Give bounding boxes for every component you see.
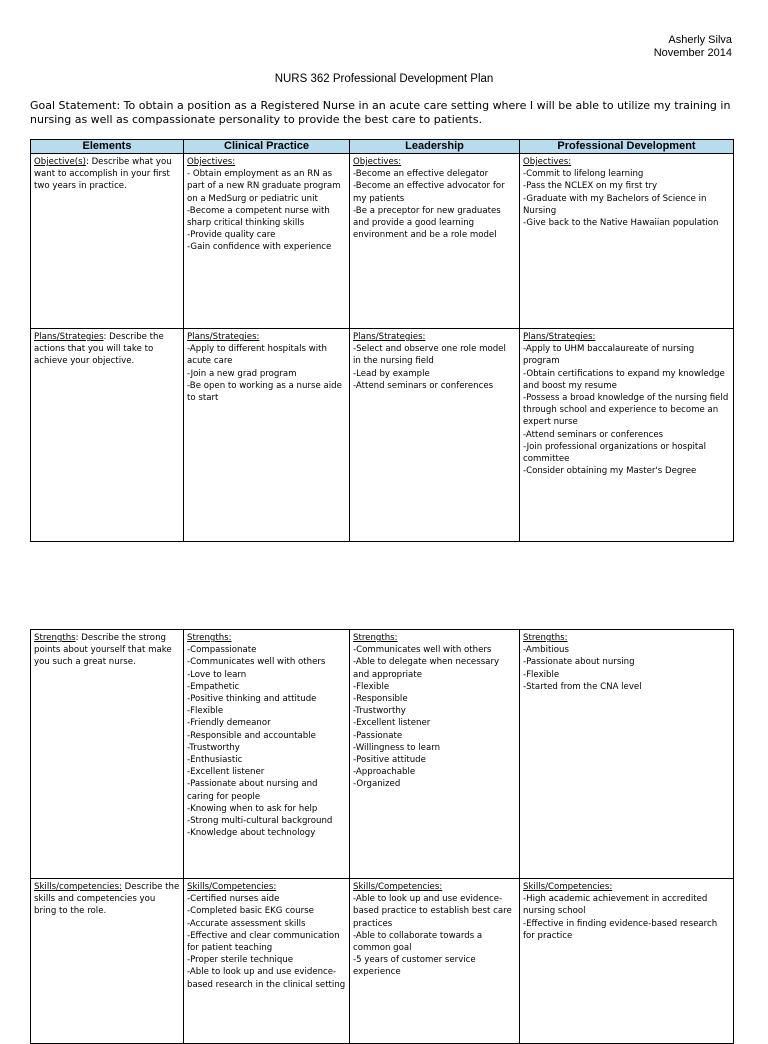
list-item: -Ambitious xyxy=(523,645,569,656)
plans-professional-cell xyxy=(520,329,734,542)
list-item: -Become an effective advocator for my patients xyxy=(353,181,505,204)
list-item: -Completed basic EKG course xyxy=(187,906,314,917)
list-item: -Approachable xyxy=(353,767,416,778)
goal-statement xyxy=(30,99,738,127)
strengths-row xyxy=(31,630,734,879)
list-item: -Attend seminars or conferences xyxy=(353,380,494,391)
list-item: -Consider obtaining my Master's Degree xyxy=(523,466,697,477)
list-item: -Give back to the Native Hawaiian population xyxy=(523,218,719,229)
strengths-clinical-cell xyxy=(184,630,350,879)
plan-table-top xyxy=(30,139,734,542)
skills-clinical-cell xyxy=(184,879,350,1044)
list-item: -Excellent listener xyxy=(353,718,431,729)
list-item: -Passionate about nursing and caring for people xyxy=(187,779,318,802)
list-item: -Willingness to learn xyxy=(353,742,441,753)
column-header-professional: Professional Development xyxy=(520,140,734,154)
cell-heading: Objectives: xyxy=(523,157,572,167)
skills-label: Skills/competencies: xyxy=(34,882,122,892)
list-item: -Gain confidence with experience xyxy=(187,242,332,253)
list-item: -Compassionate xyxy=(187,645,257,656)
list-item: -Trustworthy xyxy=(353,706,406,717)
list-item: -Be a preceptor for new graduates and provide a good learning environment and be a role model xyxy=(353,205,501,241)
cell-heading: Plans/Strategies: xyxy=(187,332,260,342)
list-item: -Join a new grad program xyxy=(187,368,297,379)
list-item: -Select and observe one role model in the nursing field xyxy=(353,344,506,367)
list-item: -Graduate with my Bachelors of Science in Nursing xyxy=(523,193,707,216)
list-item: -Effective in finding evidence-based research for practice xyxy=(523,918,718,941)
list-item: - Obtain employment as an RN as part of a new RN graduate program on a MedSurg or pediatric unit xyxy=(187,169,341,204)
list-item: -Join professional organizations or hospital committee xyxy=(523,441,706,465)
objectives-professional-cell xyxy=(520,154,734,329)
list-item: -Possess a broad knowledge of the nursing field through school and experience to become an expert nurse xyxy=(523,393,729,428)
list-item: -Be open to working as a nurse aide to start xyxy=(187,380,342,404)
column-header-elements: Elements xyxy=(31,140,184,154)
strengths-leadership-cell xyxy=(350,630,520,879)
column-header-leadership: Leadership xyxy=(350,140,520,154)
objectives-clinical-cell xyxy=(184,154,350,329)
column-header-clinical: Clinical Practice xyxy=(184,140,350,154)
list-item: -Certified nurses aide xyxy=(187,894,280,905)
cell-heading: Objectives: xyxy=(187,157,236,167)
list-item: -Become an effective delegator xyxy=(353,169,489,180)
list-item: -Accurate assessment skills xyxy=(187,918,306,929)
plans-leadership-cell xyxy=(350,329,520,542)
cell-heading: Strengths: xyxy=(353,633,398,643)
list-item: -Enthusiastic xyxy=(187,755,243,766)
list-item: -Friendly demeanor xyxy=(187,718,271,729)
list-item: -Flexible xyxy=(523,669,560,680)
goal-text: : To obtain a position as a Registered Nurse in an acute care setting where I will be able to utilize my training in nursing as well as compassionate personality to provide the best care to patients. xyxy=(30,99,731,126)
plans-element-cell xyxy=(31,329,184,542)
cell-heading: Strengths: xyxy=(523,633,568,643)
list-item: -Provide quality care xyxy=(187,230,276,241)
objectives-label: Objective(s) xyxy=(34,157,86,167)
list-item: -Love to learn xyxy=(187,669,247,680)
cell-heading: Objectives: xyxy=(353,157,402,167)
strengths-professional-cell xyxy=(520,630,734,879)
strengths-label: Strengths xyxy=(34,633,76,643)
skills-element-cell xyxy=(31,879,184,1044)
list-item: -Responsible and accountable xyxy=(187,730,316,741)
skills-desc: Describe the skills and competencies you bring to the role. xyxy=(34,882,180,917)
list-item: -Proper sterile technique xyxy=(187,955,294,966)
column-header-row xyxy=(31,140,734,154)
list-item: -Organized xyxy=(353,779,401,790)
strengths-element-cell xyxy=(31,630,184,879)
list-item: -High academic achievement in accredited nursing school xyxy=(523,894,708,917)
list-item: -Able to look up and use evidence-based research in the clinical setting xyxy=(187,967,346,990)
objectives-desc: : Describe what you want to accomplish in your first two years in practice. xyxy=(34,157,172,192)
cell-heading: Skills/Competencies: xyxy=(187,882,277,892)
list-item: -Positive thinking and attitude xyxy=(187,694,317,705)
objectives-leadership-cell xyxy=(350,154,520,329)
list-item: -Knowledge about technology xyxy=(187,828,316,839)
list-item: -Responsible xyxy=(353,694,408,705)
list-item: -Effective and clear communication for patient teaching xyxy=(187,930,340,954)
list-item: -Positive attitude xyxy=(353,755,426,766)
strengths-desc: : Describe the strong points about yourself that make you such a great nurse. xyxy=(34,633,172,668)
skills-row xyxy=(31,879,734,1044)
list-item: -Flexible xyxy=(353,681,390,692)
list-item: -Started from the CNA level xyxy=(523,681,642,692)
list-item: -Attend seminars or conferences xyxy=(523,429,664,440)
list-item: -Able to collaborate towards a common goal xyxy=(353,930,483,954)
cell-heading: Strengths: xyxy=(187,633,232,643)
list-item: -Passionate xyxy=(353,730,403,741)
list-item: -Commit to lifelong learning xyxy=(523,169,644,180)
list-item: -5 years of customer service experience xyxy=(353,955,476,978)
objectives-element-cell xyxy=(31,154,184,329)
cell-heading: Plans/Strategies: xyxy=(353,332,426,342)
list-item: -Obtain certifications to expand my knowledge and boost my resume xyxy=(523,368,725,391)
list-item: -Knowing when to ask for help xyxy=(187,803,318,814)
list-item: -Empathetic xyxy=(187,681,240,692)
cell-heading: Skills/Competencies: xyxy=(353,882,443,892)
plan-table-bottom xyxy=(30,629,734,1044)
list-item: -Pass the NCLEX on my first try xyxy=(523,181,658,192)
cell-heading: Plans/Strategies: xyxy=(523,332,596,342)
list-item: -Flexible xyxy=(187,706,224,717)
list-item: -Apply to different hospitals with acute care xyxy=(187,344,327,367)
goal-label: Goal Statement xyxy=(30,99,117,112)
author-block xyxy=(654,34,732,60)
list-item: -Communicates well with others xyxy=(187,657,326,668)
objectives-row xyxy=(31,154,734,329)
cell-heading: Skills/Competencies: xyxy=(523,882,613,892)
document-date: November 2014 xyxy=(653,47,732,59)
list-item: -Strong multi-cultural background xyxy=(187,816,333,827)
skills-professional-cell xyxy=(520,879,734,1044)
list-item: -Apply to UHM baccalaureate of nursing program xyxy=(523,344,695,367)
list-item: -Communicates well with others xyxy=(353,645,492,656)
list-item: -Passionate about nursing xyxy=(523,657,635,668)
skills-leadership-cell xyxy=(350,879,520,1044)
list-item: -Lead by example xyxy=(353,368,430,379)
plans-label: Plans/Strategies xyxy=(34,332,104,342)
list-item: -Trustworthy xyxy=(187,742,240,753)
author-name: Asherly Silva xyxy=(668,34,732,46)
document-title: NURS 362 Professional Development Plan xyxy=(274,73,494,85)
list-item: -Become a competent nurse with sharp critical thinking skills xyxy=(187,205,330,229)
plans-row xyxy=(31,329,734,542)
list-item: -Able to delegate when necessary and appropriate xyxy=(353,657,500,680)
plans-desc: : Describe the actions that you will take to achieve your objective. xyxy=(34,332,164,367)
list-item: -Excellent listener xyxy=(187,767,265,778)
plans-clinical-cell xyxy=(184,329,350,542)
list-item: -Able to look up and use evidence-based practice to establish best care practices xyxy=(353,894,512,929)
